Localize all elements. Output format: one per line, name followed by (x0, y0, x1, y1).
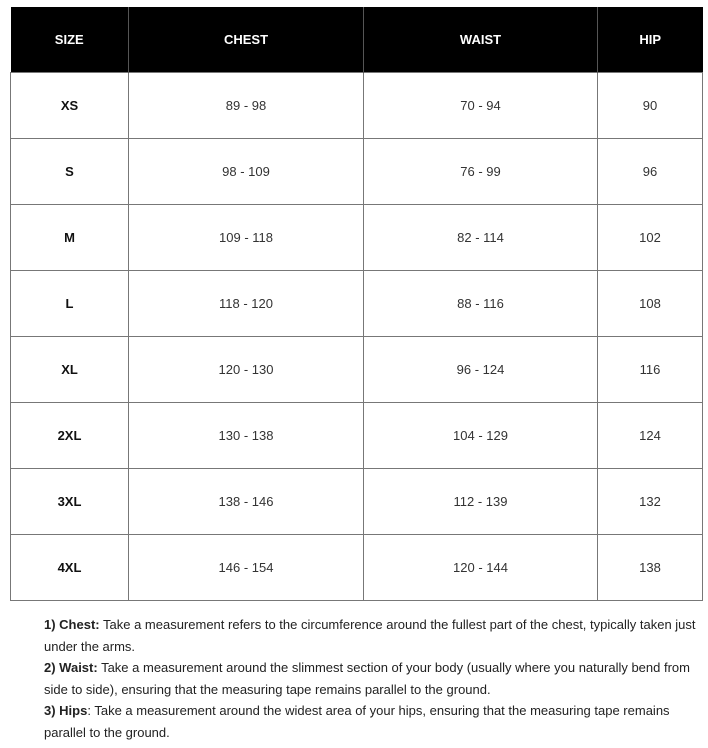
chest-cell: 118 - 120 (129, 271, 364, 337)
waist-cell: 82 - 114 (364, 205, 598, 271)
table-row (11, 469, 703, 535)
hip-cell: 132 (598, 469, 703, 535)
chest-cell: 138 - 146 (129, 469, 364, 535)
waist-cell: 88 - 116 (364, 271, 598, 337)
waist-cell: 120 - 144 (364, 535, 598, 601)
waist-cell: 104 - 129 (364, 403, 598, 469)
table-row (11, 139, 703, 205)
hip-cell: 124 (598, 403, 703, 469)
size-cell: M (11, 205, 129, 271)
waist-cell: 76 - 99 (364, 139, 598, 205)
chest-cell: 109 - 118 (129, 205, 364, 271)
size-cell: 3XL (11, 469, 129, 535)
note-chest-label: 1) Chest: (44, 617, 100, 632)
note-waist-text: Take a measurement around the slimmest section of your body (usually where you naturally bend from side to side), ensuring that the measuring tape remains parallel to the ground. (44, 660, 690, 697)
table-row (11, 73, 703, 139)
chest-cell: 120 - 130 (129, 337, 364, 403)
table-row (11, 271, 703, 337)
chest-cell: 146 - 154 (129, 535, 364, 601)
header-size: SIZE (11, 7, 129, 73)
table-row (11, 535, 703, 601)
header-hip: HIP (598, 7, 703, 73)
note-chest (44, 614, 699, 657)
size-cell: 2XL (11, 403, 129, 469)
hip-cell: 138 (598, 535, 703, 601)
size-cell: L (11, 271, 129, 337)
hip-cell: 90 (598, 73, 703, 139)
header-waist: WAIST (364, 7, 598, 73)
hip-cell: 102 (598, 205, 703, 271)
hip-cell: 108 (598, 271, 703, 337)
size-cell: XS (11, 73, 129, 139)
note-hips (44, 700, 699, 743)
measurement-notes (44, 614, 699, 743)
size-cell: XL (11, 337, 129, 403)
waist-cell: 96 - 124 (364, 337, 598, 403)
chest-cell: 98 - 109 (129, 139, 364, 205)
note-waist (44, 657, 699, 700)
note-hips-label: 3) Hips (44, 703, 88, 718)
size-cell: S (11, 139, 129, 205)
note-chest-text: Take a measurement refers to the circumference around the fullest part of the chest, typically taken just under the arms. (44, 617, 696, 654)
table-row (11, 403, 703, 469)
note-waist-label: 2) Waist: (44, 660, 98, 675)
header-chest: CHEST (129, 7, 364, 73)
waist-cell: 112 - 139 (364, 469, 598, 535)
size-cell: 4XL (11, 535, 129, 601)
table-row (11, 205, 703, 271)
table-header-row (11, 7, 703, 73)
table-row (11, 337, 703, 403)
waist-cell: 70 - 94 (364, 73, 598, 139)
chest-cell: 130 - 138 (129, 403, 364, 469)
hip-cell: 116 (598, 337, 703, 403)
chest-cell: 89 - 98 (129, 73, 364, 139)
hip-cell: 96 (598, 139, 703, 205)
note-hips-text: : Take a measurement around the widest area of your hips, ensuring that the measuring tape remains parallel to the ground. (44, 703, 670, 740)
size-chart-table (10, 7, 703, 601)
